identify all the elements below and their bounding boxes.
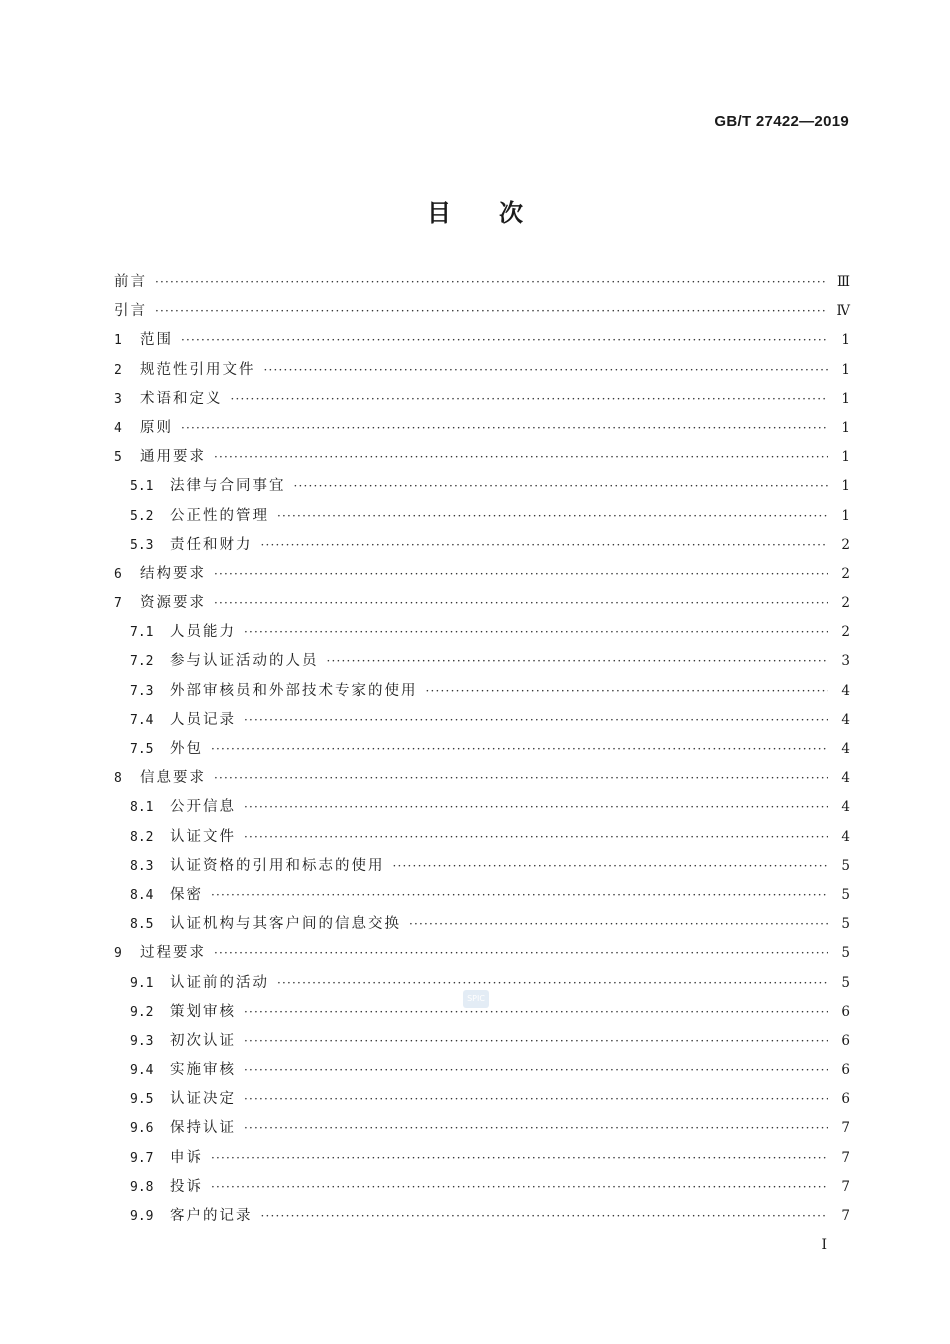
- toc-entry-page: 5: [841, 945, 850, 962]
- toc-leader-dots: [261, 1209, 829, 1223]
- toc-entry-title: 投诉: [170, 1178, 203, 1195]
- toc-leader-dots: [393, 859, 829, 873]
- toc-entry[interactable]: [114, 795, 850, 824]
- toc-entry-number: 9.9: [130, 1209, 154, 1224]
- toc-entry-number: 9.5: [130, 1092, 154, 1108]
- toc-entry-page: 2: [841, 595, 850, 612]
- standard-code: GB/T 27422—2019: [714, 113, 849, 130]
- table-of-contents: [114, 270, 850, 1233]
- toc-leader-dots: [214, 946, 828, 960]
- toc-entry-page: 1: [841, 419, 850, 436]
- toc-entry-page: 4: [841, 711, 850, 728]
- toc-entry-title: 资源要求: [140, 595, 206, 612]
- toc-entry[interactable]: [114, 1058, 850, 1087]
- toc-entry-page: 1: [841, 507, 850, 524]
- toc-entry-title: 责任和财力: [170, 536, 253, 553]
- toc-entry[interactable]: [114, 504, 850, 533]
- toc-entry[interactable]: [114, 299, 850, 328]
- toc-entry-number: 7.3: [130, 683, 154, 699]
- toc-entry-title: 保密: [170, 886, 203, 903]
- toc-entry[interactable]: [114, 533, 850, 562]
- toc-entry-number: 9.1: [130, 975, 154, 991]
- toc-entry-title: 人员记录: [170, 711, 236, 728]
- toc-entry-page: 5: [841, 916, 850, 933]
- toc-leader-dots: [211, 1180, 828, 1194]
- toc-leader-dots: [181, 421, 828, 435]
- toc-entry[interactable]: [114, 679, 850, 708]
- toc-entry-title: 认证决定: [170, 1091, 236, 1108]
- toc-entry-title: 结构要求: [140, 565, 206, 582]
- toc-entry-number: 2: [114, 362, 122, 378]
- toc-leader-dots: [244, 1092, 828, 1106]
- toc-entry-page: 2: [841, 565, 850, 582]
- toc-entry-number: 9.6: [130, 1121, 154, 1137]
- toc-entry-number: 5.1: [130, 479, 154, 495]
- toc-entry-number: 8.4: [130, 887, 154, 903]
- toc-entry-title: 外部审核员和外部技术专家的使用: [170, 682, 418, 699]
- toc-entry-title: 原则: [140, 419, 173, 436]
- toc-entry[interactable]: [114, 1204, 850, 1233]
- toc-entry-number: 5: [114, 450, 122, 466]
- toc-entry-title: 前言: [114, 274, 147, 290]
- toc-entry[interactable]: [114, 854, 850, 883]
- toc-entry-page: 2: [841, 624, 850, 641]
- toc-leader-dots: [244, 830, 828, 844]
- toc-entry-title: 术语和定义: [140, 390, 223, 407]
- page-title: 目次: [427, 198, 571, 227]
- toc-entry[interactable]: [114, 387, 850, 416]
- toc-leader-dots: [155, 275, 828, 289]
- toc-entry-title: 公正性的管理: [170, 507, 269, 524]
- toc-entry[interactable]: [114, 591, 850, 620]
- toc-entry-page: 7: [841, 1208, 850, 1224]
- toc-leader-dots: [244, 1005, 828, 1019]
- toc-entry-title: 实施审核: [170, 1062, 236, 1079]
- toc-entry-page: 4: [841, 741, 850, 757]
- toc-entry-title: 法律与合同事宜: [170, 478, 286, 495]
- toc-leader-dots: [181, 333, 828, 347]
- toc-leader-dots: [244, 713, 828, 727]
- toc-entry[interactable]: [114, 941, 850, 970]
- page-number: I: [821, 1237, 827, 1253]
- toc-entry-number: 4: [114, 420, 122, 436]
- toc-entry[interactable]: [114, 445, 850, 474]
- toc-entry-page: 4: [841, 828, 850, 845]
- toc-entry-number: 3: [114, 391, 122, 407]
- toc-entry-title: 引言: [114, 303, 147, 320]
- toc-entry-page: 1: [841, 361, 850, 378]
- toc-entry-number: 7: [114, 596, 122, 612]
- toc-entry[interactable]: [114, 270, 850, 299]
- toc-entry-number: 8.1: [130, 800, 154, 816]
- toc-entry[interactable]: [114, 474, 850, 503]
- toc-entry-title: 申诉: [170, 1149, 203, 1166]
- toc-entry-number: 8.3: [130, 858, 154, 874]
- toc-entry-number: 9: [114, 946, 122, 962]
- toc-entry-title: 外包: [170, 741, 203, 757]
- toc-entry-number: 7.2: [130, 654, 154, 670]
- toc-entry-number: 8.2: [130, 829, 154, 845]
- toc-entry-page: 6: [841, 1062, 850, 1079]
- toc-entry[interactable]: [114, 1146, 850, 1175]
- toc-entry-number: 9.3: [130, 1033, 154, 1049]
- toc-entry-title: 保持认证: [170, 1120, 236, 1137]
- toc-entry[interactable]: [114, 825, 850, 854]
- toc-leader-dots: [261, 538, 829, 552]
- toc-entry[interactable]: [114, 708, 850, 737]
- toc-entry-title: 过程要求: [140, 945, 206, 962]
- toc-leader-dots: [327, 654, 829, 668]
- toc-entry[interactable]: [114, 328, 850, 357]
- toc-entry-number: 9.7: [130, 1150, 154, 1166]
- toc-leader-dots: [277, 976, 828, 990]
- toc-leader-dots: [244, 800, 828, 814]
- toc-entry-page: 4: [841, 682, 850, 699]
- toc-entry-page: 6: [841, 1032, 850, 1049]
- toc-entry[interactable]: [114, 912, 850, 941]
- toc-entry[interactable]: [114, 562, 850, 591]
- watermark-logo: SPIC: [463, 990, 489, 1008]
- toc-entry-page: 6: [841, 1091, 850, 1108]
- toc-entry-number: 9.4: [130, 1063, 154, 1079]
- toc-leader-dots: [277, 509, 828, 523]
- toc-entry-page: 7: [841, 1149, 850, 1166]
- toc-entry[interactable]: [114, 1116, 850, 1145]
- toc-entry-title: 认证资格的引用和标志的使用: [170, 857, 385, 874]
- toc-entry-number: 7.5: [130, 742, 154, 757]
- toc-entry[interactable]: [114, 883, 850, 912]
- toc-entry-page: 1: [841, 478, 850, 495]
- toc-entry-number: 1: [114, 333, 122, 349]
- toc-entry-page: 6: [841, 1003, 850, 1020]
- toc-entry-title: 客户的记录: [170, 1208, 253, 1224]
- toc-entry-title: 认证机构与其客户间的信息交换: [170, 916, 401, 933]
- toc-entry[interactable]: [114, 1087, 850, 1116]
- toc-entry-number: 9.8: [130, 1179, 154, 1195]
- toc-entry-page: 4: [841, 799, 850, 816]
- toc-leader-dots: [426, 684, 829, 698]
- toc-entry-number: 7.4: [130, 712, 154, 728]
- toc-entry[interactable]: [114, 1029, 850, 1058]
- toc-leader-dots: [244, 1063, 828, 1077]
- toc-leader-dots: [211, 1151, 828, 1165]
- toc-entry-page: 3: [841, 653, 850, 670]
- toc-leader-dots: [264, 363, 829, 377]
- toc-entry-title: 范围: [140, 332, 173, 349]
- toc-entry[interactable]: [114, 649, 850, 678]
- toc-leader-dots: [214, 596, 828, 610]
- toc-entry-page: 1: [841, 390, 850, 407]
- toc-entry-page: 4: [841, 770, 850, 787]
- toc-entry-page: 5: [841, 886, 850, 903]
- toc-entry-title: 通用要求: [140, 449, 206, 466]
- toc-entry-title: 认证前的活动: [170, 974, 269, 991]
- toc-entry-page: 2: [841, 536, 850, 553]
- toc-entry-number: 8.5: [130, 917, 154, 933]
- toc-leader-dots: [244, 1034, 828, 1048]
- toc-entry-title: 公开信息: [170, 799, 236, 816]
- toc-leader-dots: [214, 567, 828, 581]
- toc-entry-number: 5.3: [130, 537, 154, 553]
- toc-entry-page: 5: [841, 857, 850, 874]
- toc-leader-dots: [231, 392, 829, 406]
- toc-leader-dots: [244, 1121, 828, 1135]
- toc-entry-page: 5: [841, 974, 850, 991]
- toc-entry[interactable]: [114, 766, 850, 795]
- toc-entry[interactable]: [114, 737, 850, 766]
- toc-leader-dots: [294, 479, 829, 493]
- toc-entry-number: 6: [114, 566, 122, 582]
- toc-entry-page: 7: [841, 1120, 850, 1137]
- toc-leader-dots: [244, 625, 828, 639]
- toc-entry-page: 1: [841, 449, 850, 466]
- toc-entry-number: 9.2: [130, 1004, 154, 1020]
- toc-entry[interactable]: [114, 620, 850, 649]
- toc-entry-page: 7: [841, 1178, 850, 1195]
- toc-leader-dots: [211, 888, 828, 902]
- toc-leader-dots: [214, 450, 828, 464]
- toc-leader-dots: [214, 771, 828, 785]
- toc-entry-title: 策划审核: [170, 1003, 236, 1020]
- toc-entry-title: 人员能力: [170, 624, 236, 641]
- toc-leader-dots: [155, 304, 828, 318]
- toc-entry-title: 信息要求: [140, 770, 206, 787]
- toc-leader-dots: [409, 917, 828, 931]
- toc-entry-number: 8: [114, 771, 122, 787]
- toc-entry-title: 初次认证: [170, 1032, 236, 1049]
- toc-entry-page: Ⅲ: [836, 274, 850, 290]
- toc-entry-title: 认证文件: [170, 828, 236, 845]
- toc-entry[interactable]: [114, 358, 850, 387]
- toc-entry[interactable]: [114, 416, 850, 445]
- toc-entry-number: 5.2: [130, 508, 154, 524]
- toc-entry-title: 规范性引用文件: [140, 361, 256, 378]
- toc-entry-page: Ⅳ: [836, 303, 850, 320]
- toc-entry-number: 7.1: [130, 625, 154, 641]
- toc-entry-title: 参与认证活动的人员: [170, 653, 319, 670]
- toc-entry[interactable]: [114, 1175, 850, 1204]
- toc-leader-dots: [211, 742, 828, 756]
- toc-entry-page: 1: [841, 332, 850, 349]
